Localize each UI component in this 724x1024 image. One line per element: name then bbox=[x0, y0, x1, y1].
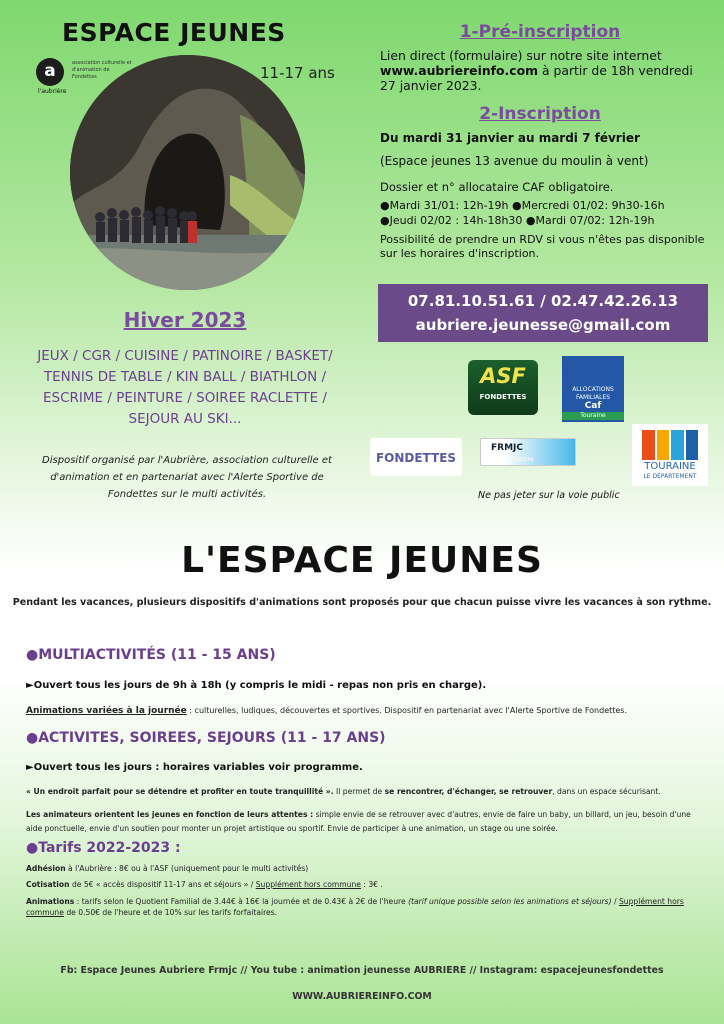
caf-logo-line1: ALLOCATIONS bbox=[572, 386, 614, 393]
preinscription-text bbox=[380, 48, 705, 93]
cotisation-label: Cotisation bbox=[26, 880, 70, 889]
animations-text: : tarifs selon le Quotient Familial de 3.44€ à 16€ la journée et de 0.43€ à 2€ de l'heure bbox=[74, 897, 409, 906]
multi-description-label: Animations variées à la journée bbox=[26, 706, 187, 716]
activites-bold2: se rencontrer, d'échanger, se retrouver bbox=[384, 787, 553, 796]
caf-logo-line2: FAMILIALES bbox=[575, 394, 611, 401]
inscription-place: (Espace jeunes 13 avenue du moulin à vent) bbox=[380, 154, 649, 168]
dispositif-note: Dispositif organisé par l'Aubrière, association culturelle et d'animation et en partenariat avec l'Alerte Sportive de Fondettes sur le multi activités. bbox=[42, 455, 332, 500]
preinscription-text-after: à partir de 18h vendredi 27 janvier 2023. bbox=[380, 63, 693, 93]
touraine-logo-bars bbox=[642, 430, 698, 460]
cave-photo-illustration bbox=[70, 55, 305, 290]
asf-logo bbox=[468, 360, 538, 415]
touraine-bar bbox=[657, 430, 670, 460]
cotisation-end: : 3€ . bbox=[360, 880, 383, 889]
tarifs-heading: ●Tarifs 2022-2023 : bbox=[26, 840, 181, 856]
animations-italic: (tarif unique possible selon les animations et séjours) bbox=[408, 897, 612, 906]
ne-pas-jeter-note: Ne pas jeter sur la voie public bbox=[478, 490, 620, 501]
animations-end: de 0.50€ de l'heure et de 10% sur les tarifs forfaitaires. bbox=[63, 908, 278, 917]
activites-description bbox=[26, 787, 661, 796]
season-title: Hiver 2023 bbox=[123, 308, 247, 332]
touraine-bar bbox=[642, 430, 655, 460]
inscription-dossier: Dossier et n° allocataire CAF obligatoire. bbox=[380, 180, 614, 194]
animations-label: Animations bbox=[26, 897, 75, 906]
adhesion-text: à l'Aubrière : 8€ ou à l'ASF (uniquement pour le multi activités) bbox=[65, 864, 309, 873]
activites-heading: ●ACTIVITES, SOIREES, SEJOURS (11 - 17 ANS) bbox=[26, 730, 386, 746]
activites-end: , dans un espace sécurisant. bbox=[552, 787, 661, 796]
cotisation-text: de 5€ « accès dispositif 11-17 ans et séjours » / bbox=[69, 880, 256, 889]
animateurs-description bbox=[26, 808, 704, 836]
asf-logo-sub: FONDETTES bbox=[479, 393, 527, 401]
touraine-logo-sub: LE DÉPARTEMENT bbox=[643, 473, 697, 480]
rdv-note: Possibilité de prendre un RDV si vous n'êtes pas disponible sur les horaires d'inscription. bbox=[380, 233, 705, 260]
cotisation-supp: Supplément hors commune bbox=[255, 880, 361, 889]
frmjc-logo-text: FRMJC bbox=[491, 443, 523, 453]
touraine-logo-text: TOURAINE bbox=[644, 461, 696, 472]
asf-logo-text: ASF bbox=[480, 364, 526, 388]
caf-logo bbox=[562, 356, 624, 422]
preinscription-heading: 1-Pré-inscription bbox=[459, 22, 621, 42]
touraine-bar bbox=[671, 430, 684, 460]
group-photo bbox=[70, 55, 305, 290]
aubriere-logo: a bbox=[36, 58, 64, 86]
main-intro: Pendant les vacances, plusieurs dispositifs d'animations sont proposés pour que chacun puisse vivre les vacances à son rythme. bbox=[12, 597, 712, 608]
activities-line: SEJOUR AU SKI... bbox=[128, 411, 242, 427]
inscription-heading: 2-Inscription bbox=[479, 104, 601, 124]
contact-phones[interactable]: 07.81.10.51.61 / 02.47.42.26.13 bbox=[407, 292, 679, 310]
tarif-adhesion bbox=[26, 864, 308, 873]
animations-sep: / bbox=[611, 897, 619, 906]
activities-list bbox=[28, 346, 342, 430]
animateurs-text: simple envie de se retrouver avec d'autres, envie de faire un baby, un billard, un jeu, besoin d'une aide ponctuelle, envie d'un soutien pour monter un projet artistique ou sportif. Envie de participer à une animation, un stage ou une soirée. bbox=[26, 810, 691, 833]
caf-logo-region: Touraine bbox=[562, 412, 624, 420]
aubriere-logo-caption: l'aubrière bbox=[38, 88, 67, 95]
aubriere-logo-side-text: association culturelle et d'animation de Fondettes bbox=[72, 60, 132, 80]
inscription-schedule bbox=[380, 198, 665, 228]
activites-quote: « Un endroit parfait pour se détendre et profiter en toute tranquillité ». bbox=[26, 787, 334, 796]
inscription-dates: Du mardi 31 janvier au mardi 7 février bbox=[380, 131, 640, 145]
activites-mid: Il permet de bbox=[333, 787, 385, 796]
frmjc-logo-sub: Région Centre bbox=[491, 456, 534, 463]
contact-email[interactable]: aubriere.jeunesse@gmail.com bbox=[415, 316, 671, 334]
tarif-animations bbox=[26, 896, 702, 918]
footer-site-link[interactable]: WWW.AUBRIEREINFO.COM bbox=[292, 991, 432, 1002]
preinscription-text-before: Lien direct (formulaire) sur notre site internet bbox=[380, 48, 662, 63]
touraine-logo bbox=[632, 424, 708, 486]
tarif-cotisation bbox=[26, 880, 383, 889]
poster-title: ESPACE JEUNES bbox=[62, 18, 286, 47]
adhesion-label: Adhésion bbox=[26, 864, 66, 873]
activites-hours: ►Ouvert tous les jours : horaires variables voir programme. bbox=[26, 762, 363, 773]
schedule-line: ●Jeudi 02/02 : 14h-18h30 ●Mardi 07/02: 12h-19h bbox=[380, 214, 655, 227]
caf-logo-word: Caf bbox=[584, 401, 602, 411]
activities-line: ESCRIME / PEINTURE / SOIREE RACLETTE / bbox=[43, 390, 327, 406]
touraine-bar bbox=[686, 430, 699, 460]
multi-description bbox=[26, 706, 627, 716]
footer-social: Fb: Espace Jeunes Aubriere Frmjc // You tube : animation jeunesse AUBRIERE // Instagram: espacejeunesfondettes bbox=[60, 965, 664, 976]
activities-line: TENNIS DE TABLE / KIN BALL / BIATHLON / bbox=[43, 369, 327, 385]
preinscription-site-link[interactable]: www.aubriereinfo.com bbox=[380, 63, 539, 78]
contact-box bbox=[378, 284, 708, 342]
main-title: L'ESPACE JEUNES bbox=[181, 540, 543, 581]
multi-heading: ●MULTIACTIVITÉS (11 - 15 ANS) bbox=[26, 647, 276, 663]
age-range: 11-17 ans bbox=[260, 64, 335, 82]
animations-supp: Supplément hors commune bbox=[26, 897, 684, 917]
fondettes-logo: FONDETTES bbox=[370, 438, 462, 476]
multi-description-text: : culturelles, ludiques, découvertes et sportives. Dispositif en partenariat avec l'Alerte Sportive de Fondettes. bbox=[186, 706, 628, 715]
activities-line: JEUX / CGR / CUISINE / PATINOIRE / BASKET/ bbox=[37, 348, 333, 364]
animateurs-bold: Les animateurs orientent les jeunes en fonction de leurs attentes : bbox=[26, 810, 314, 819]
multi-hours: ►Ouvert tous les jours de 9h à 18h (y compris le midi - repas non pris en charge). bbox=[26, 680, 487, 691]
frmjc-logo bbox=[480, 438, 576, 466]
schedule-line: ●Mardi 31/01: 12h-19h ●Mercredi 01/02: 9h30-16h bbox=[380, 199, 665, 212]
